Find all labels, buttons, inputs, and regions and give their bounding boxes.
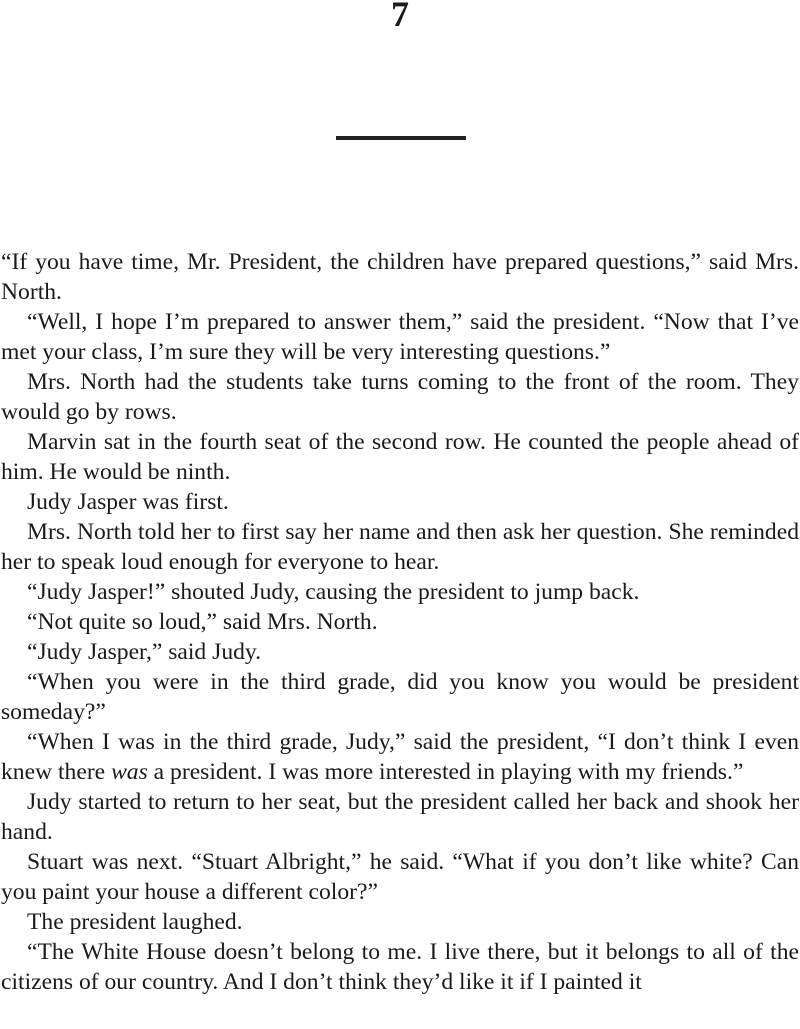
paragraph: “Well, I hope I’m prepared to answer them,” said the president. “Now that I’ve met your class, I’m sure they will be very interesting questions.” [1, 309, 799, 365]
paragraph: Mrs. North had the students take turns coming to the front of the room. They would go by rows. [1, 369, 799, 425]
paragraph: “Judy Jasper!” shouted Judy, causing the president to jump back. [27, 579, 640, 605]
paragraph [1, 727, 799, 787]
paragraph: Mrs. North told her to first say her name and then ask her question. She reminded her to speak loud enough for everyone to hear. [1, 519, 799, 575]
paragraph-text: “When I was in the third grade, Judy,” said the president, “I don’t think I even knew there [1, 729, 799, 785]
chapter-divider [336, 136, 466, 140]
paragraph-text: a president. I was more interested in playing with my friends.” [147, 759, 744, 785]
paragraph: Stuart was next. “Stuart Albright,” he said. “What if you don’t like white? Can you paint your house a different color?” [1, 849, 799, 905]
paragraph: “If you have time, Mr. President, the children have prepared questions,” said Mrs. North. [1, 249, 799, 305]
paragraph: “Judy Jasper,” said Judy. [27, 639, 262, 665]
page-text [1, 247, 799, 997]
paragraph: Judy started to return to her seat, but the president called her back and shook her hand. [1, 789, 799, 845]
paragraph: Judy Jasper was first. [27, 489, 229, 515]
chapter-number: 7 [391, 0, 409, 34]
paragraph: “When you were in the third grade, did you know you would be president someday?” [1, 669, 799, 725]
paragraph: “The White House doesn’t belong to me. I live there, but it belongs to all of the citizens of our country. And I don’t think they’d like it if I painted it [1, 939, 799, 995]
paragraph: “Not quite so loud,” said Mrs. North. [27, 609, 378, 635]
paragraph: The president laughed. [27, 909, 243, 935]
emphasized-word: was [111, 759, 148, 785]
paragraph: Marvin sat in the fourth seat of the second row. He counted the people ahead of him. He would be ninth. [1, 429, 799, 485]
